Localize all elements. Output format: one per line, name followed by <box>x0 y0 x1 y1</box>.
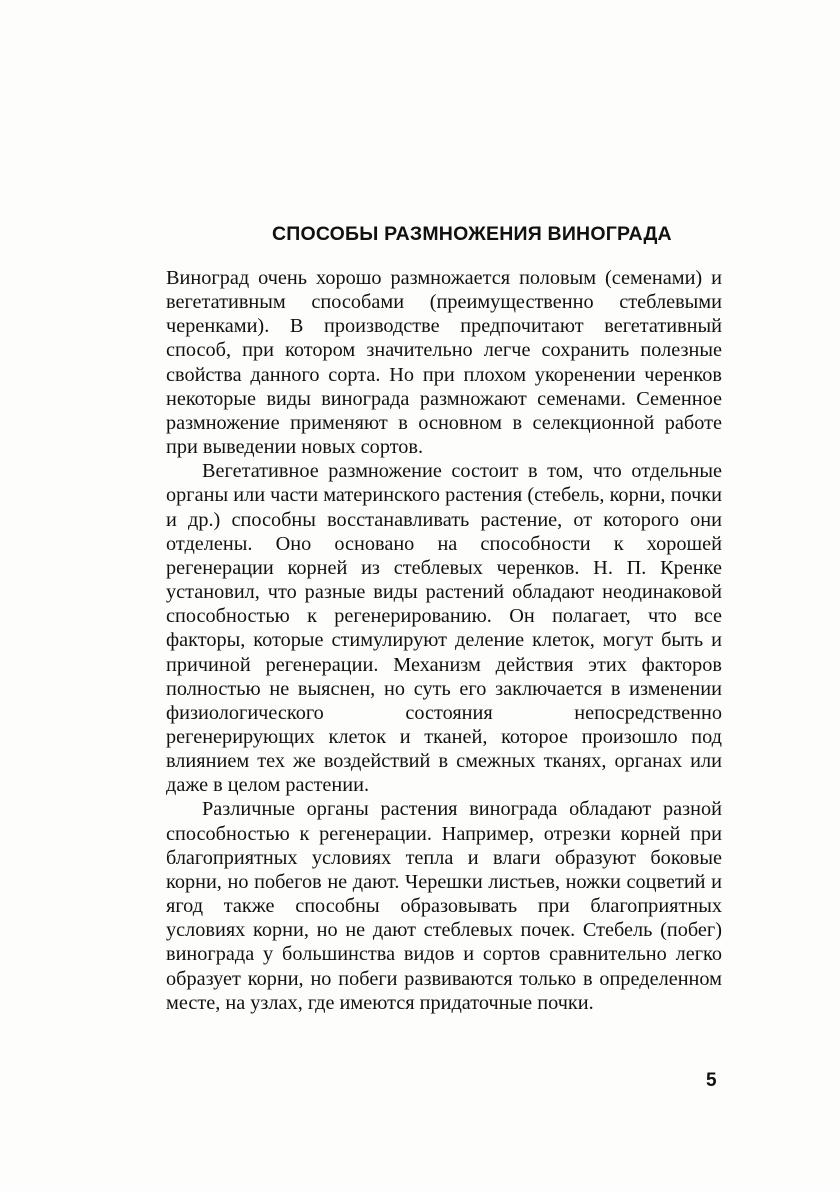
body-text <box>166 266 722 1015</box>
paragraph-1: Виноград очень хорошо размножается половым (семенами) и вегетативным способами (преимущественно стеблевыми черенками). В производстве предпочитают вегетативный способ, при котором значительно легче сохранить полезные свойства данного сорта. Но при плохом укоренении черенков некоторые виды винограда размножают семенами. Семенное размножение применяют в основном в селекционной работе при выведении новых сортов. <box>166 267 722 459</box>
paragraph-2: Вегетативное размножение состоит в том, что отдельные органы или части материнского растения (стебель, корни, почки и др.) способны восстанавливать растение, от которого они отделены. Оно основано на способности к хорошей регенерации корней из стеблевых черенков. Н. П. Кренке установил, что разные виды растений обладают неодинаковой способностью к регенерированию. Он полагает, что все факторы, которые стимулируют деление клеток, могут быть и причиной регенерации. Механизм действия этих факторов полностью не выяснен, но суть его заключается в изменении физиологического состояния непосредственно регенерирующих клеток и тканей, которое произошло под влиянием тех же воздействий в смежных тканях, органах или даже в целом растении. <box>166 460 722 797</box>
page-number: 5 <box>706 1070 717 1091</box>
chapter-heading: СПОСОБЫ РАЗМНОЖЕНИЯ ВИНОГРАДА <box>272 223 672 245</box>
paragraph-3: Различные органы растения винограда обладают разной способностью к регенерации. Например, отрезки корней при благоприятных условиях тепла и влаги образуют боковые корни, но побегов не дают. Черешки листьев, ножки соцветий и ягод также способны образовывать при благоприятных условиях корни, но не дают стеблевых почек. Стебель (побег) винограда у большинства видов и сортов сравнительно легко образует корни, но побеги развиваются только в определенном месте, на узлах, где имеются придаточные почки. <box>166 798 722 1014</box>
